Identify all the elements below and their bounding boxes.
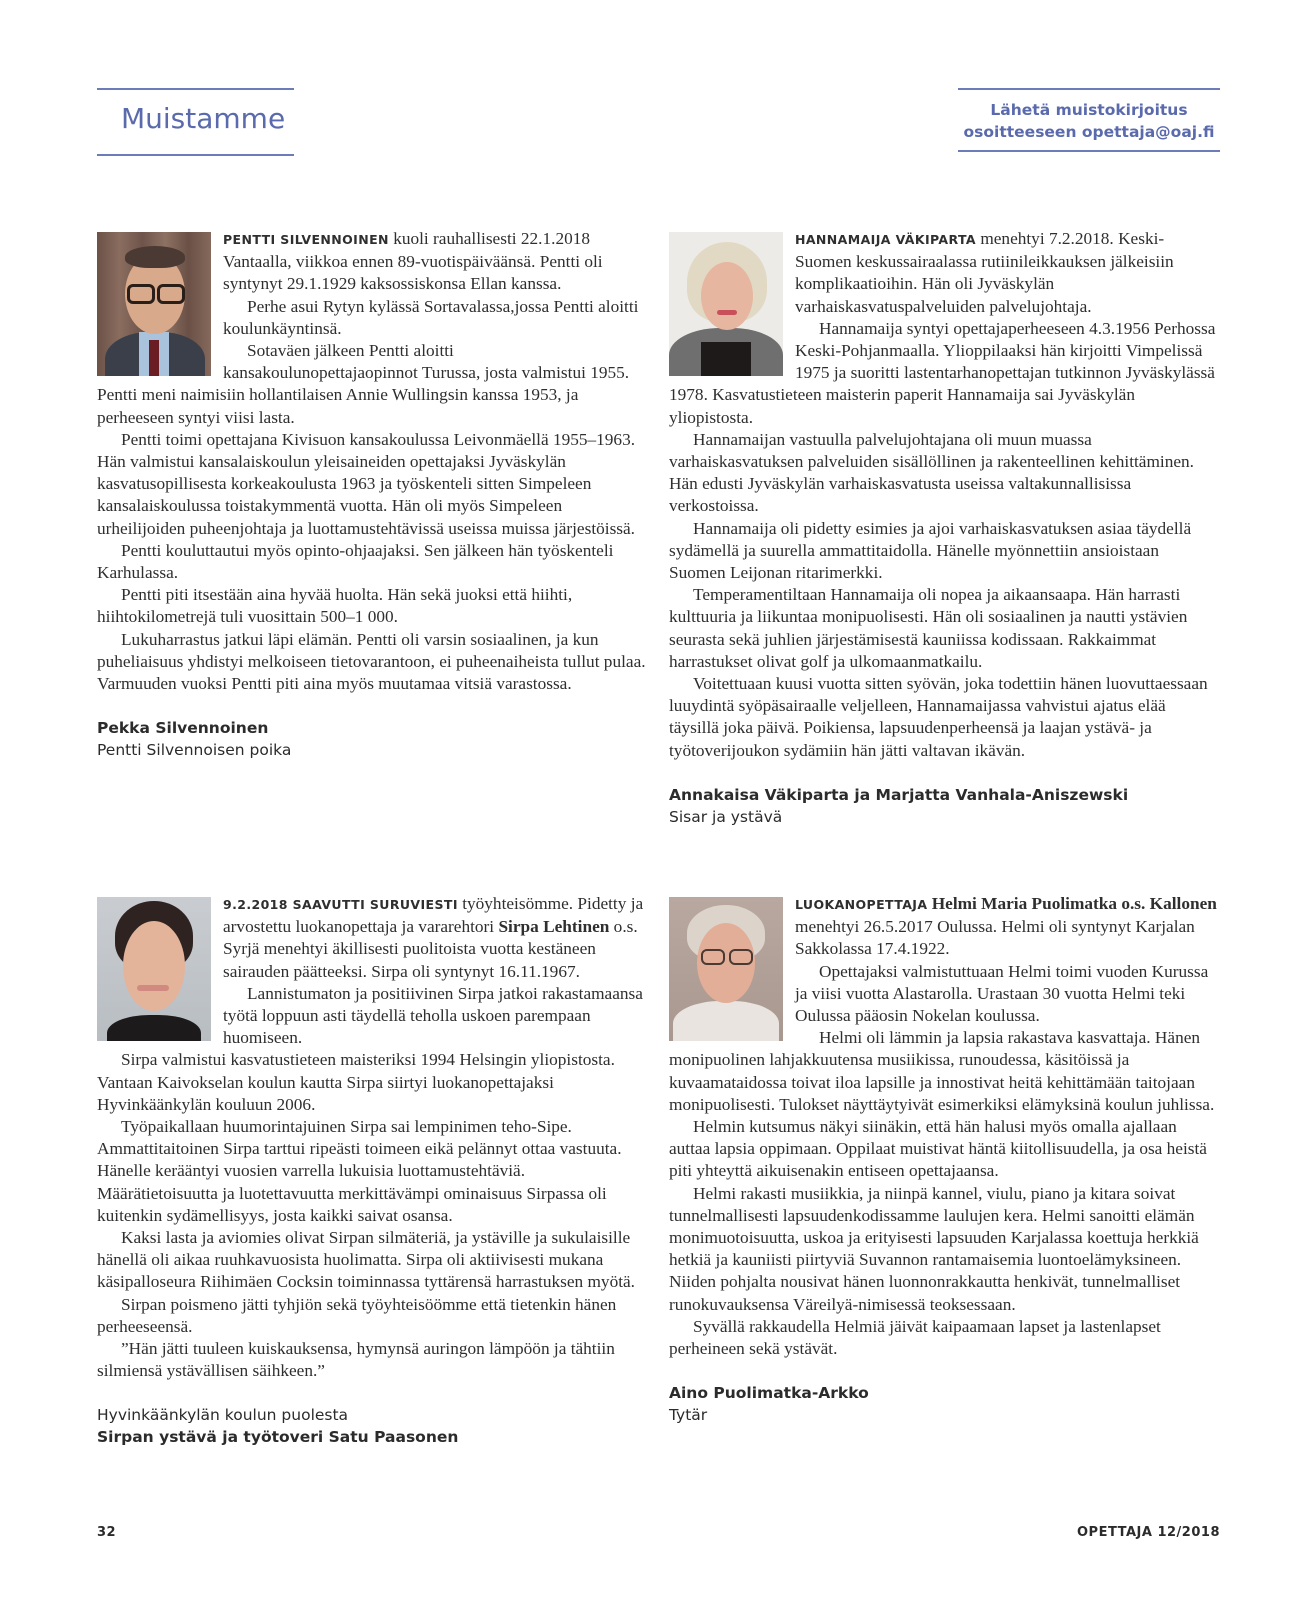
page-number: 32 (97, 1525, 117, 1540)
obituary-hannamaija-vakiparta: HANNAMAIJA VÄKIPARTA menehtyi 7.2.2018. Keski-Suomen keskussairaalassa rutiinileikkauksen jälkeisiin komplikaatioihin. Hän oli Jyväskylän varhaiskasvatuspalveluiden palvelujohtaja. Hannamaija syntyi opettajaperheeseen 4.3.1956 Perhossa Keski-Pohjanmaalla. Ylioppilaaksi hän kirjoitti Vimpelissä 1975 ja suoritti lastentarhanopettajan tutkinnon Jyväskylässä 1978. Kasvatustieteen maisterin paperit Hannamaija sai Jyväskylän yliopistosta. Hannamaijan vastuulla palvelujohtajana oli muun muassa varhaiskasvatuksen palveluiden sisällöllinen ja rakenteellinen kehittäminen. Hän edusti Jyväskylän varhaiskasvatusta useissa valtakunnallisissa verkostoissa. Hannamaija oli pidetty esimies ja ajoi varhaiskasvatuksen asiaa täydellä sydämellä ja suurella ammattitaidolla. Hänelle myönnettiin ansioistaan Suomen Leijonan ritarimerkki. Temperamentiltaan Hannamaija oli nopea ja aikaansaapa. Hän harrasti kulttuuria ja liikuntaa monipuolisesti. Hän oli sosiaalinen ja nautti ystävien seurasta sekä juhlien järjestämisestä kauniissa kodissaan. Rakkaimmat harrastukset olivat golf ja ulkomaanmatkailu. Voitettuaan kuusi vuotta sitten syövän, joka todettiin hänen luovuttaessaan luuydintä syöpäsairaalle veljelleen, Hannamaijassa vahvistui ajatus elää täysillä joka päivä. Poikiensa, lapsuudenperheensä ja laajan ystävä- ja työtoverijoukon sydämiin hän jätti valtavan ikävän. Annakaisa Väkiparta ja Marjatta Vanhala-Aniszewski Sisar ja ystävä (669, 228, 1219, 828)
submission-note (958, 88, 1220, 152)
signature (669, 762, 1219, 828)
magazine-issue: OPETTAJA 12/2018 (1077, 1525, 1220, 1540)
deceased-name: Helmi Maria Puolimatka o.s. Kallonen (927, 894, 1217, 913)
signature (97, 695, 647, 761)
article-lead: 9.2.2018 SAAVUTTI SURUVIESTI (223, 897, 458, 912)
obituary-helmi-puolimatka: LUOKANOPETTAJA Helmi Maria Puolimatka o.s. Kallonen menehtyi 26.5.2017 Oulussa. Helmi oli syntynyt Karjalan Sakkolassa 17.4.1922. Opettajaksi valmistuttuaan Helmi toimi vuoden Kurussa ja viisi vuotta Alastarolla. Urastaan 30 vuotta Helmi teki Oulussa pääosin Nokelan koulussa. Helmi oli lämmin ja lapsia rakastava kasvattaja. Hänen monipuolinen lahjakkuutensa musiikissa, runoudessa, käsitöissä ja kuvaamataidossa toivat iloa lapsille ja innostivat heitä kehittämään taitojaan monipuolisesti. Tulokset näyttäytyivät esimerkiksi elämyksinä koulun juhlissa. Helmin kutsumus näkyi siinäkin, että hän halusi myös omalla ajallaan auttaa lapsia oppimaan. Oppilaat muistivat häntä kiitollisuudella, ja osa heistä piti yhteyttä aikuisenakin entiseen opettajaansa. Helmi rakasti musiikkia, ja niinpä kannel, viulu, piano ja kitara soivat tunnelmallisesti lapsuudenkodissamme laulujen kera. Helmi sanoitti elämän monimuotoisuutta, uskoa ja erityisesti lapsuuden Karjalassa koettuja herkkiä hetkiä ja kauniisti piirtyviä Suvannon rantamaisemia luontoelämyksineen. Niiden pohjalta nousivat hänen luonnonrakkautta henkivät, tunnelmalliset runokuvauksensa Väreilyä-nimisessä teoksessaan. Syvällä rakkaudella Helmiä jäivät kaipaamaan lapset ja lastenlapset perheineen sekä ystävät. Aino Puolimatka-Arkko Tytär (669, 893, 1219, 1426)
article-lead: LUOKANOPETTAJA (795, 897, 928, 912)
signature-name: Sirpan ystävä ja työtoveri Satu Paasonen (97, 1428, 459, 1447)
section-title: Muistamme (121, 102, 286, 135)
article-lead: HANNAMAIJA VÄKIPARTA (795, 232, 976, 247)
signature-name: Annakaisa Väkiparta ja Marjatta Vanhala-Aniszewski (669, 785, 1129, 804)
signature-role: Tytär (669, 1406, 708, 1425)
signature-name: Aino Puolimatka-Arkko (669, 1384, 869, 1403)
submission-note-line1: Lähetä muistokirjoitus (990, 101, 1188, 119)
deceased-name: Sirpa Lehtinen (498, 917, 610, 937)
portrait-photo (97, 897, 211, 1041)
submission-email-link[interactable]: osoitteeseen opettaja@oaj.fi (963, 123, 1215, 141)
signature-role: Sisar ja ystävä (669, 807, 783, 826)
obituary-sirpa-lehtinen: 9.2.2018 SAAVUTTI SURUVIESTI työyhteisömme. Pidetty ja arvostettu luokanopettaja ja vararehtori Sirpa Lehtinen o.s. Syrjä menehtyi äkillisesti puolitoista vuotta kestäneen sairauden päätteeksi. Sirpa oli syntynyt 16.11.1967. Lannistumaton ja positiivinen Sirpa jatkoi rakastamaansa työtä loppuun asti täydellä teholla uskoen parempaan huomiseen. Sirpa valmistui kasvatustieteen maisteriksi 1994 Helsingin yliopistosta. Vantaan Kaivokselan koulun kautta Sirpa siirtyi luokanopettajaksi Hyvinkäänkylän kouluun 2006. Työpaikallaan huumorintajuinen Sirpa sai lempinimen teho-Sipe. Ammattitaitoinen Sirpa tarttui ripeästi toimeen eikä pelännyt ottaa vastuuta. Hänelle kerääntyi vuosien varrella lukuisia luottamustehtäviä. Määrätietoisuutta ja luotettavuutta merkittävämpi ominaisuus Sirpassa oli kuitenkin sydämellisyys, josta kaikki saivat osansa. Kaksi lasta ja aviomies olivat Sirpan silmäteriä, ja ystäville ja sukulaisille hänellä oli aikaa ruuhkavuosista huolimatta. Sirpa oli aktiivisesti mukana käsipalloseura Riihimäen Cocksin toiminnassa tyttärensä harrastuksen myötä. Sirpan poismeno jätti tyhjiön sekä työyhteisöömme että tietenkin hänen perheeseensä. ”Hän jätti tuuleen kuiskauksensa, hymynsä auringon lämpöön ja tähtiin silmiensä ystävällisen säihkeen.” Hyvinkäänkylän koulun puolesta Sirpan ystävä ja työtoveri Satu Paasonen (97, 893, 647, 1448)
signature-role: Hyvinkäänkylän koulun puolesta (97, 1406, 349, 1425)
obituary-pentti-silvennoinen: PENTTI SILVENNOINEN kuoli rauhallisesti 22.1.2018 Vantaalla, viikkoa ennen 89-vuotispäiväänsä. Pentti oli syntynyt 29.1.1929 kaksossiskonsa Ellan kanssa. Perhe asui Rytyn kylässä Sortavalassa,jossa Pentti aloitti koulunkäyntinsä. Sotaväen jälkeen Pentti aloitti kansakoulunopettajaopinnot Turussa, josta valmistui 1955. Pentti meni naimisiin hollantilaisen Annie Wullingsin kanssa 1953, ja perheeseen syntyi viisi lasta. Pentti toimi opettajana Kivisuon kansakoulussa Leivonmäellä 1955–1963. Hän valmistui kansalaiskoulun yleisaineiden opettajaksi Jyväskylän kasvatusopillisesta korkeakoulusta 1963 ja työskenteli sitten Simpeleen kansalaiskoulussa toistakymmentä vuotta. Hän oli myös Simpeleen urheilijoiden puheenjohtaja ja luottamustehtävissä useissa muissa järjestöissä. Pentti kouluttautui myös opinto-ohjaajaksi. Sen jälkeen hän työskenteli Karhulassa. Pentti piti itsestään aina hyvää huolta. Hän sekä juoksi että hiihti, hiihtokilometrejä tuli vuosittain 500–1 000. Lukuharrastus jatkui läpi elämän. Pentti oli varsin sosiaalinen, ja kun puheliaisuus yhdistyi melkoiseen tietovarantoon, ei puheenaiheista tullut pulaa. Varmuuden vuoksi Pentti piti aina myös muutamaa vitsiä varastossa. Pekka Silvennoinen Pentti Silvennoisen poika (97, 229, 646, 760)
section-header (97, 88, 294, 156)
portrait-photo (97, 232, 211, 376)
signature (669, 1360, 1219, 1426)
portrait-photo (669, 232, 783, 376)
signature (97, 1382, 647, 1448)
signature-role: Pentti Silvennoisen poika (97, 741, 292, 760)
article-lead: PENTTI SILVENNOINEN (223, 232, 389, 247)
portrait-photo (669, 897, 783, 1041)
signature-name: Pekka Silvennoinen (97, 719, 269, 738)
